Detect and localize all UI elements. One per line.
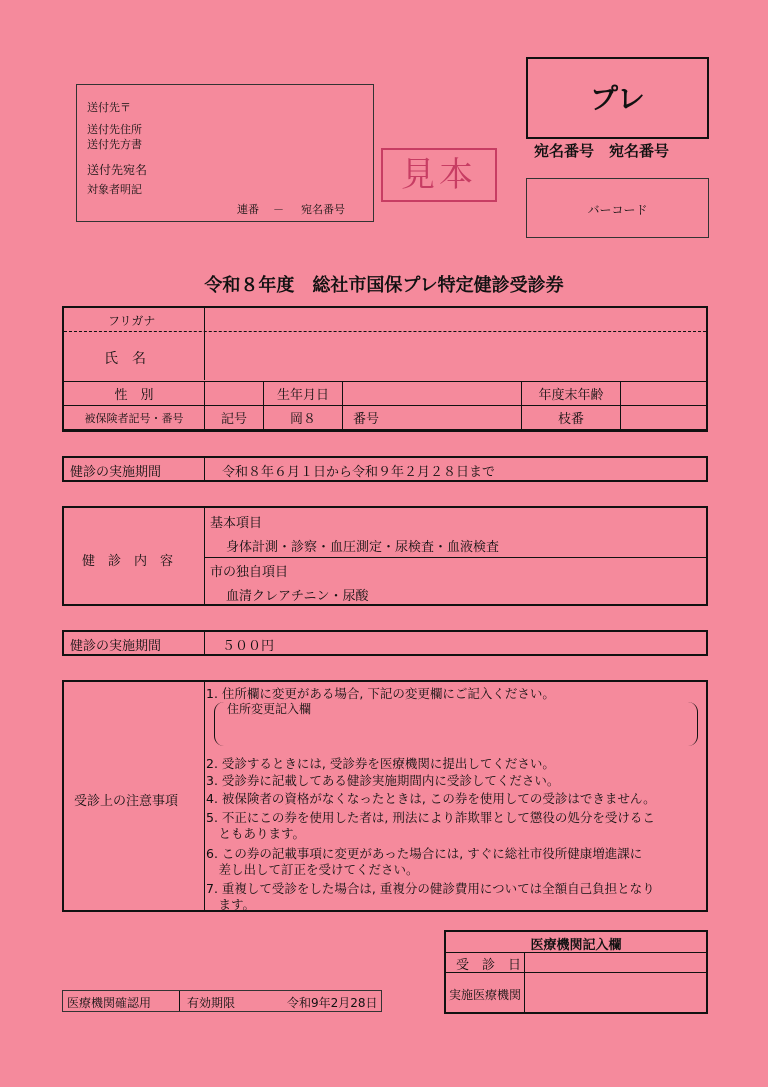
serial-label: 連番: [237, 203, 259, 216]
note-5: 5. 不正にこの券を使用した者は, 刑法により詐欺罪として懲役の処分を受けるこ: [206, 810, 655, 825]
note-6-cont: 差し出して訂正を受けてください。: [206, 862, 419, 877]
address-postal: 送付先〒: [87, 101, 131, 114]
note-6: 6. この券の記載事項に変更があった場合には, すぐに総社市役所健康増進課に: [206, 846, 643, 861]
symbol-value: 岡８: [264, 406, 343, 430]
own-title: 市の独自項目: [210, 565, 289, 580]
birthdate-value: [343, 382, 522, 406]
contents-label: 健 診 内 容: [82, 554, 174, 569]
age-value: [621, 382, 707, 406]
note-7-cont: ます。: [206, 897, 256, 912]
page-title: 令和８年度 総社市国保プレ特定健診受診券: [204, 275, 564, 296]
contents-box: [62, 506, 708, 606]
confirm-divider: [179, 991, 180, 1011]
note-3: 3. 受診券に記載してある健診実施期間内に受診してください。: [206, 773, 560, 788]
address-change-field[interactable]: [214, 702, 698, 746]
furigana-row: [64, 308, 706, 330]
category-box: [526, 57, 709, 139]
contents-divider: [204, 508, 205, 604]
notes-divider: [204, 682, 205, 910]
serial-dash: －: [273, 203, 284, 216]
fee-value: ５００円: [222, 639, 275, 654]
address-change-label: 住所変更記入欄: [227, 702, 312, 716]
category-label: プレ: [590, 82, 645, 115]
period-label: 健診の実施期間: [70, 465, 162, 480]
furigana-divider: [64, 331, 706, 332]
note-2: 2. 受診するときには, 受診券を医療機関に提出してください。: [206, 756, 555, 771]
barcode-box: [526, 178, 709, 238]
barcode-label: バーコード: [587, 203, 648, 217]
address-recipient: 送付先宛名: [87, 163, 148, 177]
basic-items: 身体計測・診察・血圧測定・尿検査・血液検査: [226, 540, 500, 555]
sample-stamp: 見本: [381, 148, 497, 202]
address-box: [76, 84, 374, 222]
address-target: 対象者明記: [87, 183, 142, 196]
institution-label: 実施医療機関: [449, 988, 522, 1002]
name-divider: [204, 308, 205, 380]
medical-box: [444, 930, 708, 1014]
medical-title-divider: [446, 952, 706, 953]
contents-row-divider: [205, 557, 706, 558]
gender-label: 性 別: [64, 382, 205, 406]
recipient-number-label: 宛名番号: [301, 203, 345, 216]
name-label: 氏 名: [104, 351, 146, 367]
fee-divider: [204, 632, 205, 654]
fee-label: 健診の実施期間: [70, 639, 162, 654]
fee-row: [62, 630, 708, 656]
exam-date-label: 受 診 日: [456, 958, 522, 973]
medical-title: 医療機関記入欄: [530, 938, 622, 953]
branch-value: [621, 406, 707, 430]
note-4: 4. 被保険者の資格がなくなったときは, この券を使用しての受診はできません。: [206, 791, 656, 806]
insured-label: 被保険者記号・番号: [64, 406, 205, 430]
medical-col-divider: [524, 952, 525, 1012]
gender-value: [205, 382, 264, 406]
confirm-label: 医療機関確認用: [67, 996, 152, 1010]
confirm-row: [62, 990, 382, 1012]
note-1: 1. 住所欄に変更がある場合, 下記の変更欄にご記入ください。: [206, 686, 555, 701]
symbol-label: 記号: [205, 406, 264, 430]
furigana-label: フリガナ: [108, 314, 156, 328]
gender-insured-grid: [63, 381, 707, 430]
address-line: 送付先住所: [87, 123, 142, 136]
address-building: 送付先方書: [87, 138, 142, 151]
age-label: 年度末年齢: [522, 382, 621, 406]
note-7: 7. 重複して受診をした場合は, 重複分の健診費用については全額自己負担となり: [206, 881, 655, 896]
basic-title: 基本項目: [210, 516, 263, 531]
note-5-cont: ともあります。: [206, 826, 306, 841]
own-items: 血清クレアチニン・尿酸: [226, 589, 369, 604]
period-value: 令和８年６月１日から令和９年２月２８日まで: [222, 465, 496, 480]
period-divider: [204, 458, 205, 480]
branch-label: 枝番: [522, 406, 621, 430]
birthdate-label: 生年月日: [264, 382, 343, 406]
number-label: 番号: [343, 406, 522, 430]
notes-label: 受診上の注意事項: [74, 794, 179, 809]
period-row: [62, 456, 708, 482]
recipient-numbers: 宛名番号 宛名番号: [534, 142, 670, 160]
validity-value: 令和9年2月28日: [287, 996, 378, 1010]
validity-label: 有効期限: [187, 996, 236, 1010]
